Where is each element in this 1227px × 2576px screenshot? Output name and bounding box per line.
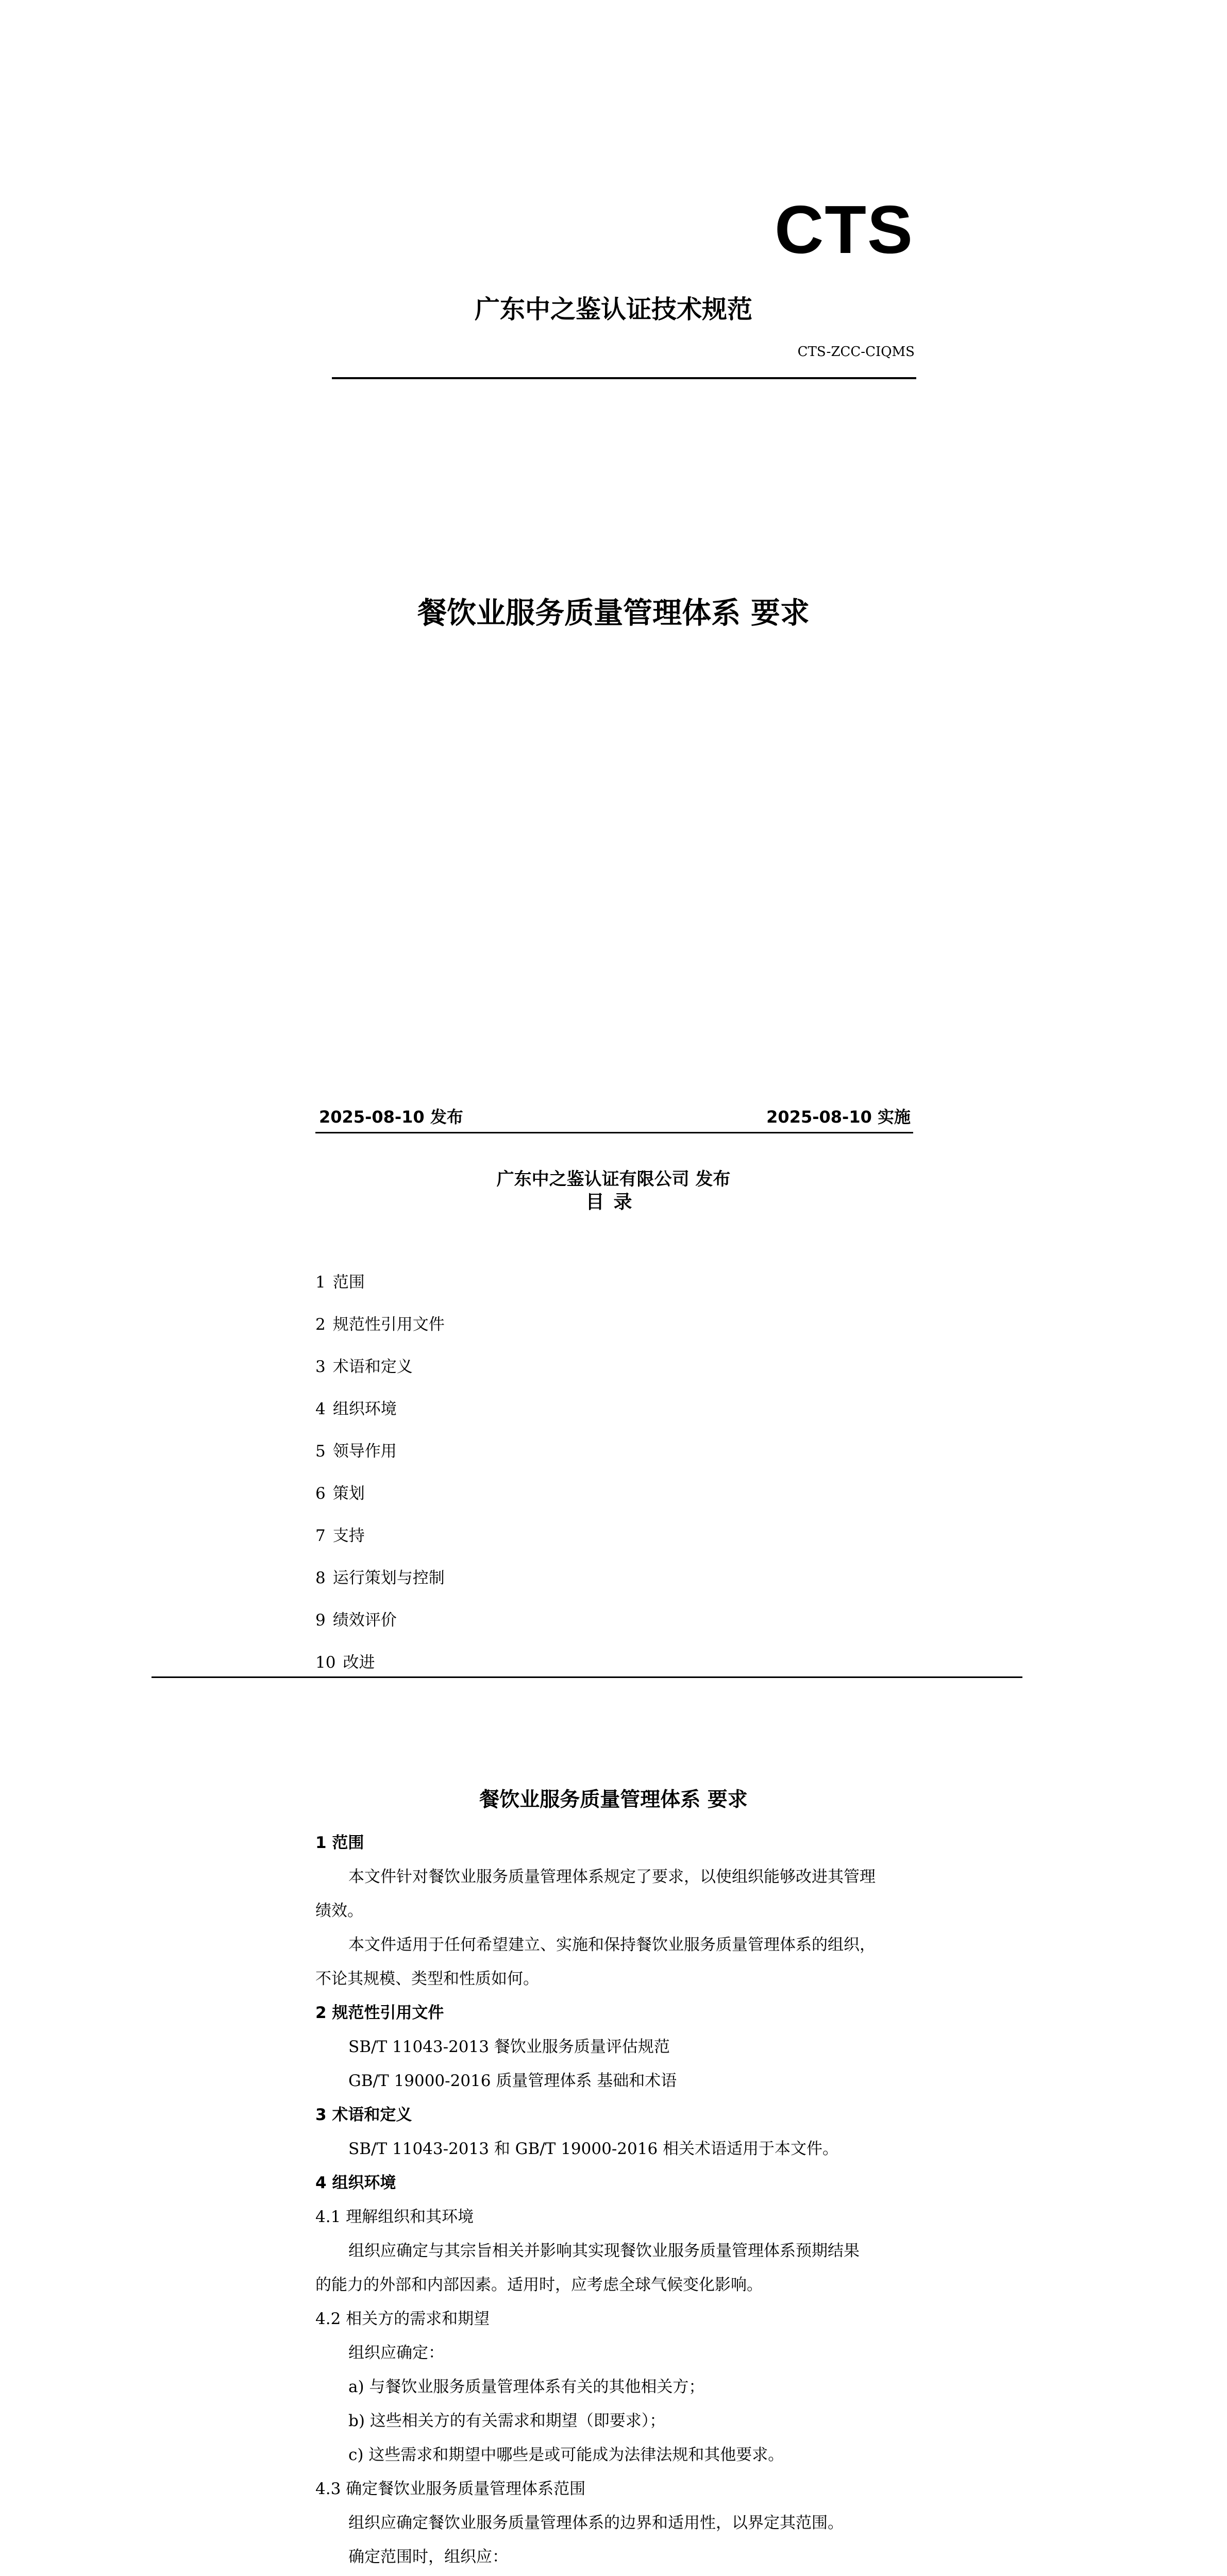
toc-item-number: 8 [315,1569,326,1587]
toc-item[interactable] [315,1613,445,1655]
issue-date: 2025-08-10 发布 [319,1107,463,1127]
table-of-contents [315,1275,445,1697]
toc-item[interactable] [315,1275,445,1317]
toc-item[interactable] [315,1401,445,1444]
section-heading: 4 组织环境 [315,2174,396,2192]
body-text-line: SB/T 11043-2013 和 GB/T 19000-2016 相关术语适用于本文件。 [348,2140,839,2158]
body-title: 餐饮业服务质量管理体系 要求 [479,1788,748,1811]
document-code: CTS-ZCC-CIQMS [797,344,915,360]
body-text-line: b) 这些相关方的有关需求和期望（即要求）； [348,2412,666,2430]
section-heading: 3 术语和定义 [315,2106,412,2124]
body-text-line: 组织应确定与其宗旨相关并影响其实现餐饮业服务质量管理体系预期结果 [348,2242,860,2260]
body-text-line: 本文件针对餐饮业服务质量管理体系规定了要求，以使组织能够改进其管理 [348,1868,876,1886]
toc-item-label: 支持 [332,1527,365,1545]
section-heading: 1 范围 [315,1834,364,1852]
implementation-date: 2025-08-10 实施 [766,1107,911,1127]
toc-item-number: 3 [315,1358,326,1376]
body-text-line: 绩效。 [315,1902,363,1920]
body-text-line: 组织应确定： [348,2344,444,2362]
document-body [315,1826,913,2576]
body-text-line: 组织应确定餐饮业服务质量管理体系的边界和适用性，以界定其范围。 [348,2514,844,2532]
body-text-line: 4.1 理解组织和其环境 [315,2208,474,2226]
toc-item-label: 策划 [332,1484,365,1503]
toc-item[interactable] [315,1486,445,1528]
toc-item-number: 5 [315,1442,326,1461]
cover-divider [332,377,916,379]
toc-item-label: 运行策划与控制 [332,1569,445,1587]
toc-item[interactable] [315,1528,445,1570]
toc-divider [152,1676,1022,1678]
body-text-line: 4.3 确定餐饮业服务质量管理体系范围 [315,2480,586,2498]
toc-item-number: 10 [315,1653,336,1672]
toc-item[interactable] [315,1317,445,1359]
document-title: 餐饮业服务质量管理体系 要求 [417,596,810,630]
body-text-line: 4.2 相关方的需求和期望 [315,2310,490,2328]
toc-item-number: 2 [315,1315,326,1334]
toc-item-number: 9 [315,1611,326,1630]
toc-item-label: 改进 [343,1653,375,1672]
toc-item-label: 范围 [332,1273,365,1292]
org-spec-text: 广东中之鉴认证技术规范 [474,295,752,324]
toc-item[interactable] [315,1655,445,1697]
toc-item-label: 组织环境 [332,1400,397,1418]
toc-item-number: 7 [315,1527,326,1545]
body-text-line: 不论其规模、类型和性质如何。 [315,1970,539,1988]
toc-item-number: 4 [315,1400,326,1418]
body-text-line: 的能力的外部和内部因素。适用时，应考虑全球气候变化影响。 [315,2276,763,2294]
toc-item[interactable] [315,1359,445,1401]
body-text-line: 确定范围时，组织应： [348,2548,508,2566]
body-text-line: GB/T 19000-2016 质量管理体系 基础和术语 [348,2072,677,2090]
cts-logo: CTS [775,192,914,267]
toc-item-number: 1 [315,1273,326,1292]
toc-item[interactable] [315,1444,445,1486]
body-text-line [315,2574,913,2576]
body-text-line: 本文件适用于任何希望建立、实施和保持餐饮业服务质量管理体系的组织， [348,1936,876,1954]
toc-item[interactable] [315,1570,445,1613]
section-heading: 2 规范性引用文件 [315,2004,444,2022]
toc-title: 目录 [585,1192,642,1213]
body-text-line: c) 这些需求和期望中哪些是或可能成为法律法规和其他要求。 [348,2446,784,2464]
toc-item-label: 绩效评价 [332,1611,397,1630]
toc-item-number: 6 [315,1484,326,1503]
date-divider [315,1132,913,1133]
toc-item-label: 术语和定义 [332,1358,413,1376]
toc-item-label: 领导作用 [332,1442,397,1461]
body-text-line: SB/T 11043-2013 餐饮业服务质量评估规范 [348,2038,670,2056]
toc-item-label: 规范性引用文件 [332,1315,445,1334]
org-spec-title [0,297,1227,322]
publisher: 广东中之鉴认证有限公司 发布 [496,1169,731,1190]
body-text-line: a) 与餐饮业服务质量管理体系有关的其他相关方； [348,2378,705,2396]
